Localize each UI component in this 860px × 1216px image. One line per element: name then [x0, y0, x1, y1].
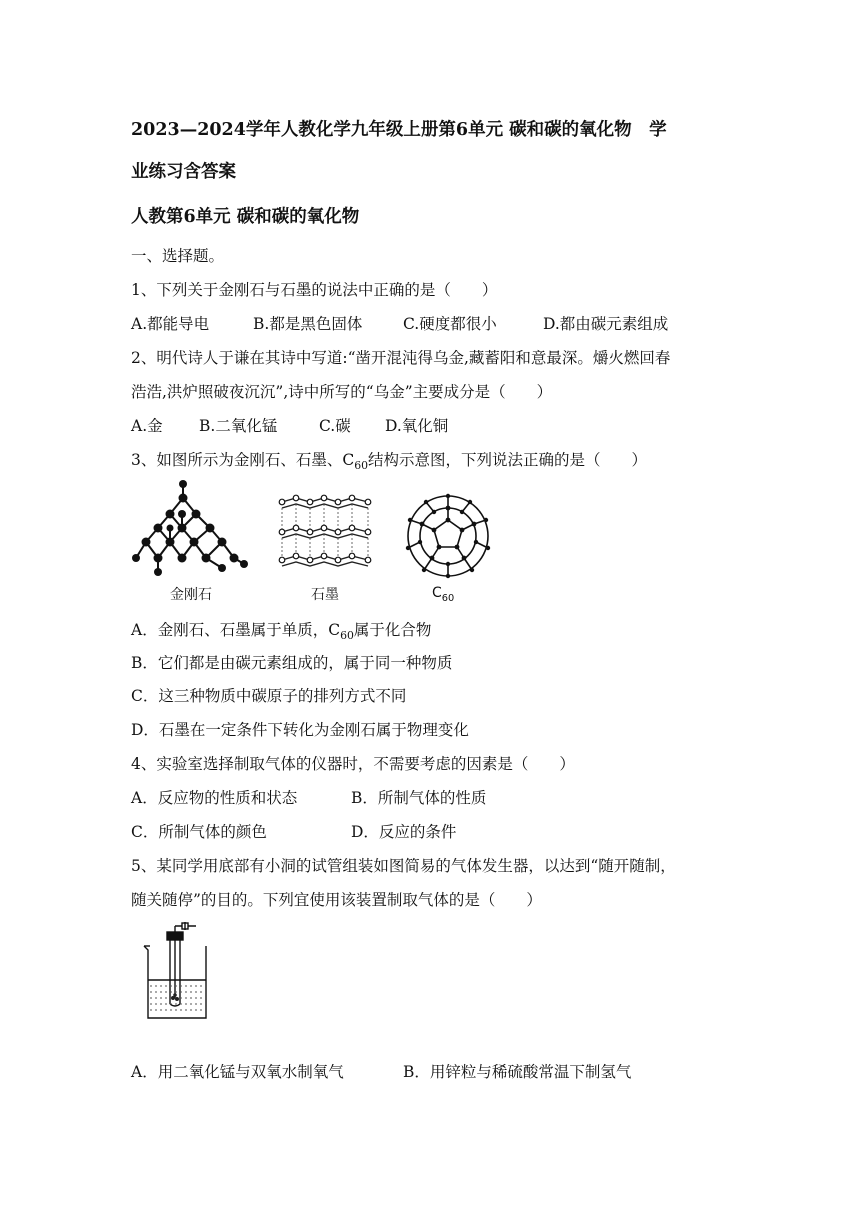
- option-a-text: A．金刚石、石墨属于单质，C: [131, 621, 341, 639]
- stem-subscript: 60: [354, 459, 369, 473]
- option-c: C．所制气体的颜色: [131, 823, 267, 841]
- question-5-stem-line-2: 随关随停”的目的。下列宜使用该装置制取气体的是（ ）: [131, 891, 542, 909]
- question-4-stem: 4、实验室选择制取气体的仪器时，不需要考虑的因素是（ ）: [131, 755, 575, 773]
- question-3-option-b: B．它们都是由碳元素组成的，属于同一种物质: [131, 654, 453, 672]
- option-a-text-tail: 属于化合物: [353, 621, 432, 639]
- question-2-stem-line-2: 浩浩,洪炉照破夜沉沉”,诗中所写的“乌金”主要成分是（ ）: [131, 383, 553, 401]
- question-2-stem-line-1: 2、明代诗人于谦在其诗中写道:“凿开混沌得乌金,藏蓄阳和意最深。爝火燃回春: [131, 349, 671, 367]
- option-a: A.金: [131, 417, 163, 435]
- option-d: D．反应的条件: [351, 823, 457, 841]
- option-c: C.碳: [319, 417, 351, 435]
- option-b: B.都是黑色固体: [253, 315, 363, 333]
- question-4-options-row-1: [131, 788, 486, 808]
- graphite-structure-figure: [276, 494, 376, 574]
- c60-caption-subscript: 60: [441, 592, 455, 604]
- question-3-stem: [131, 450, 647, 476]
- option-a: A．用二氧化锰与双氧水制氧气: [131, 1063, 344, 1081]
- question-3-option-c: C．这三种物质中碳原子的排列方式不同: [131, 687, 407, 705]
- stem-text-tail: 结构示意图，下列说法正确的是（ ）: [368, 451, 648, 469]
- question-1-options: [131, 314, 668, 334]
- option-d: D.氧化铜: [385, 417, 449, 435]
- question-5-stem-line-1: 5、某同学用底部有小洞的试管组装如图简易的气体发生器，以达到“随开随制，: [131, 857, 676, 875]
- unit-heading: 人教第6单元 碳和碳的氧化物: [131, 207, 360, 227]
- doc-title-line-1: 2023—2024学年人教化学九年级上册第6单元 碳和碳的氧化物 学: [131, 120, 667, 140]
- gas-generator-figure: [138, 922, 218, 1022]
- option-b: B．用锌粒与稀硫酸常温下制氢气: [403, 1063, 632, 1081]
- diamond-caption: 金刚石: [170, 587, 212, 603]
- option-b: B．所制气体的性质: [351, 789, 487, 807]
- question-4-options-row-2: [131, 822, 456, 842]
- question-1-stem: 1、下列关于金刚石与石墨的说法中正确的是（ ）: [131, 281, 498, 299]
- option-a: A.都能导电: [131, 315, 210, 333]
- stem-text: 3、如图所示为金刚石、石墨、C: [131, 451, 355, 469]
- option-b: B.二氧化锰: [199, 417, 278, 435]
- c60-structure-figure: [400, 492, 500, 582]
- c60-caption: [432, 585, 454, 604]
- section-heading: 一、选择题。: [131, 247, 225, 265]
- option-a-subscript: 60: [340, 629, 354, 643]
- question-3-option-a: [131, 620, 431, 646]
- option-a: A．反应物的性质和状态: [131, 789, 298, 807]
- diamond-structure-figure: [130, 478, 250, 580]
- question-2-options: [131, 416, 448, 436]
- option-c: C.硬度都很小: [403, 315, 497, 333]
- doc-title-line-2: 业练习含答案: [131, 162, 236, 182]
- graphite-caption: 石墨: [311, 587, 339, 603]
- question-3-option-d: D．石墨在一定条件下转化为金刚石属于物理变化: [131, 721, 469, 739]
- option-d: D.都由碳元素组成: [543, 315, 669, 333]
- question-5-options: [131, 1062, 631, 1082]
- c60-caption-letter: C: [432, 585, 442, 601]
